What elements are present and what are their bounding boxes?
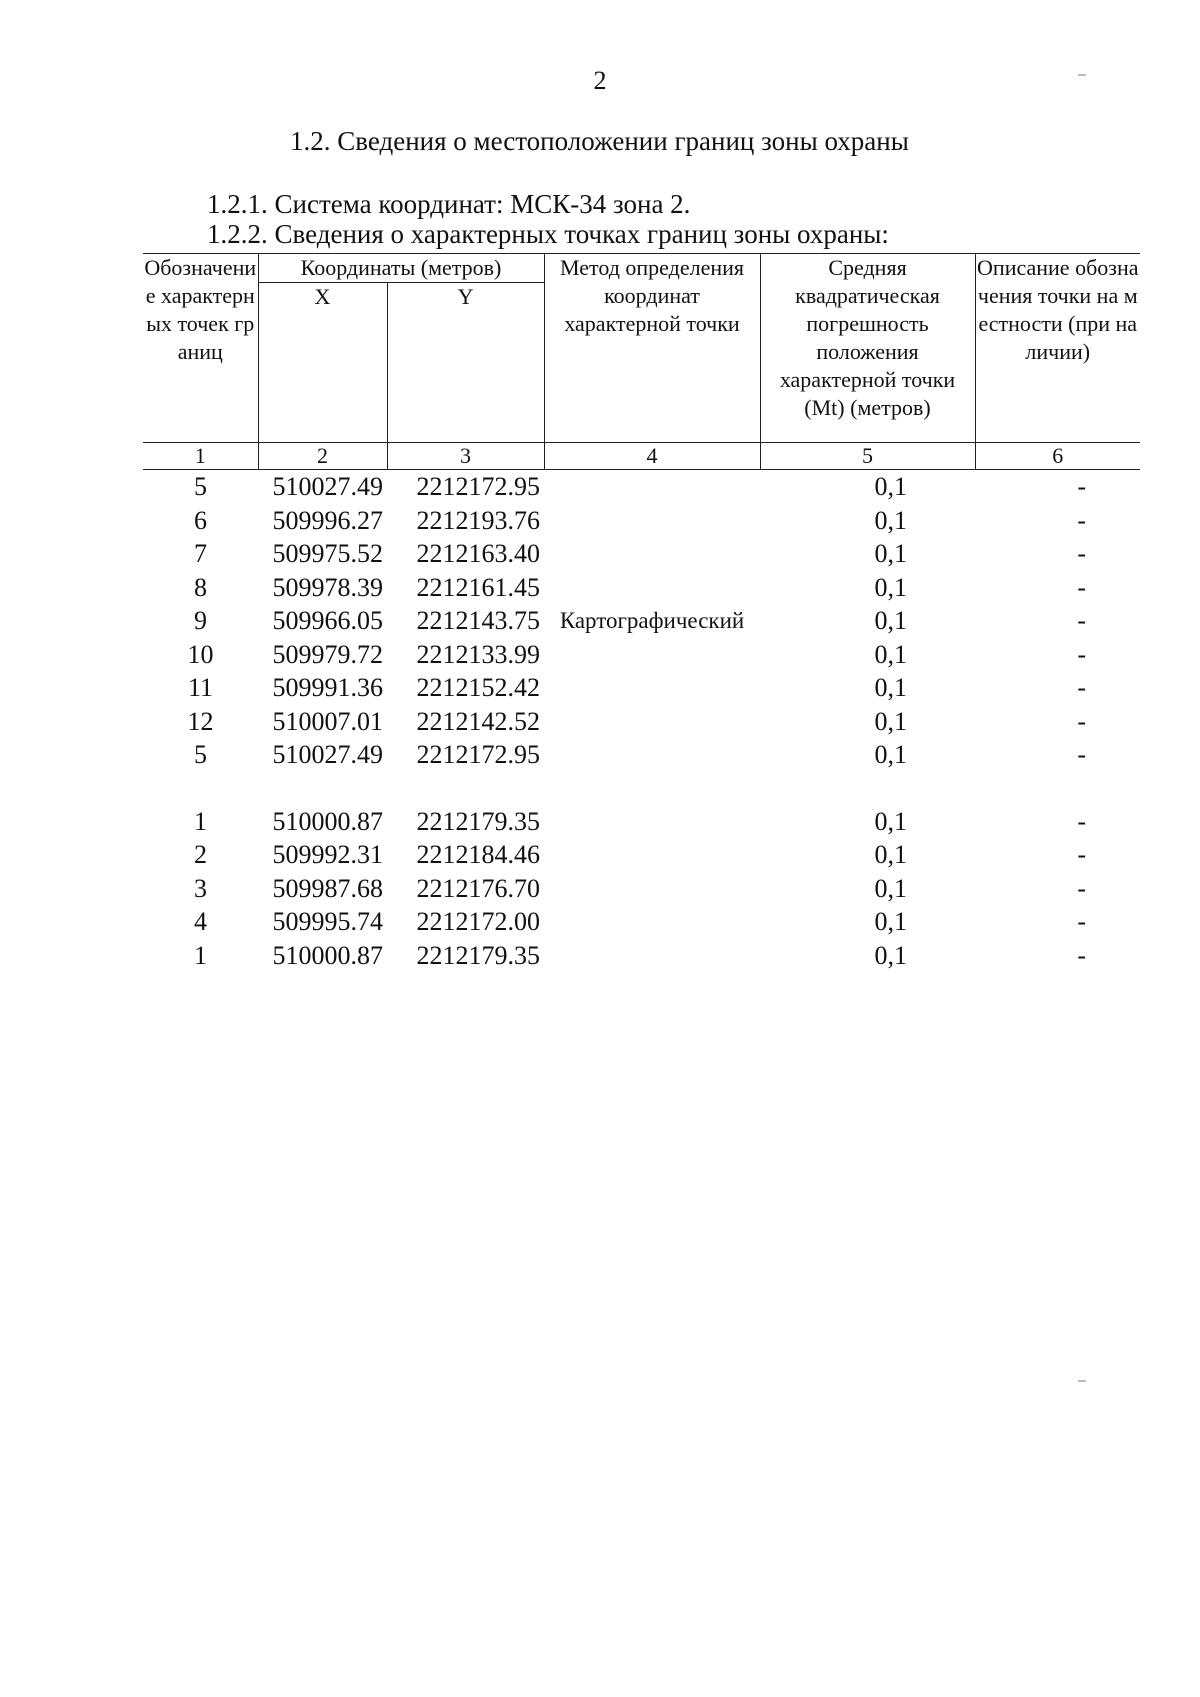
- column-number: 3: [387, 443, 544, 470]
- method-value: Картографический: [559, 608, 745, 633]
- description-value: -: [1077, 606, 1087, 635]
- table-row: [143, 939, 1140, 973]
- point-id: 8: [194, 572, 207, 602]
- error-value: 0,1: [874, 539, 908, 568]
- table-row: [143, 805, 1140, 839]
- coordinate-system-line: 1.2.1. Система координат: МСК-34 зона 2.: [207, 189, 691, 219]
- error-value: 0,1: [874, 706, 908, 736]
- points-heading-line: 1.2.2. Сведения о характерных точках границ зоны охраны:: [207, 219, 889, 249]
- y-coordinate: 2212172.00: [416, 907, 541, 936]
- x-coordinate: 510000.87: [272, 806, 383, 836]
- error-value: 0,1: [874, 873, 908, 903]
- x-coordinate: 509978.39: [272, 572, 383, 602]
- table-row: [143, 838, 1140, 872]
- header-point-designation: Обозначение характерных точек границ: [143, 254, 258, 443]
- error-value: 0,1: [874, 740, 908, 769]
- error-value: 0,1: [874, 940, 908, 970]
- description-value: -: [1077, 840, 1087, 869]
- group-separator: [143, 772, 1140, 805]
- table-row: [143, 470, 1140, 504]
- error-value: 0,1: [874, 606, 908, 635]
- point-id: 3: [194, 873, 207, 903]
- x-coordinate: 509987.68: [272, 873, 383, 903]
- y-coordinate: 2212176.70: [416, 873, 541, 903]
- y-coordinate: 2212193.76: [416, 505, 541, 535]
- y-coordinate: 2212172.95: [416, 740, 541, 769]
- description-value: -: [1077, 873, 1087, 903]
- table-body: [143, 470, 1140, 973]
- description-value: -: [1077, 706, 1087, 736]
- point-id: 9: [194, 606, 207, 635]
- error-value: 0,1: [874, 907, 908, 936]
- x-coordinate: 509996.27: [272, 505, 383, 535]
- table-row: [143, 872, 1140, 906]
- description-value: -: [1077, 639, 1087, 669]
- description-value: -: [1077, 940, 1087, 970]
- error-value: 0,1: [874, 806, 908, 836]
- scan-mark: [1078, 1380, 1086, 1382]
- header-error: Средняя квадратическая погрешность положения характерной точки (Mt) (метров): [760, 254, 975, 443]
- error-value: 0,1: [874, 840, 908, 869]
- error-value: 0,1: [874, 639, 908, 669]
- y-coordinate: 2212142.52: [416, 706, 541, 736]
- point-id: 1: [194, 806, 207, 836]
- description-value: -: [1077, 505, 1087, 535]
- point-id: 5: [194, 740, 207, 769]
- x-coordinate: 510027.49: [272, 472, 383, 501]
- x-coordinate: 509979.72: [272, 639, 383, 669]
- error-value: 0,1: [874, 505, 908, 535]
- point-id: 1: [194, 940, 207, 970]
- x-coordinate: 510027.49: [272, 740, 383, 769]
- error-value: 0,1: [874, 572, 908, 602]
- point-id: 6: [194, 505, 207, 535]
- point-id: 11: [187, 673, 214, 702]
- y-coordinate: 2212163.40: [416, 539, 541, 568]
- scan-mark: [1078, 74, 1086, 76]
- x-coordinate: 510000.87: [272, 940, 383, 970]
- column-number: 4: [544, 443, 760, 470]
- x-coordinate: 510007.01: [272, 706, 383, 736]
- section-title: 1.2. Сведения о местоположении границ зоны охраны: [290, 126, 909, 156]
- y-coordinate: 2212179.35: [416, 806, 541, 836]
- coordinates-table: [143, 253, 1140, 972]
- y-coordinate: 2212143.75: [416, 606, 541, 635]
- description-value: -: [1077, 806, 1087, 836]
- column-number: 1: [143, 443, 258, 470]
- point-id: 12: [187, 706, 214, 736]
- x-coordinate: 509992.31: [272, 840, 383, 869]
- page-number: 2: [593, 66, 607, 95]
- column-number: 2: [258, 443, 387, 470]
- table-row: [143, 905, 1140, 939]
- x-coordinate: 509966.05: [272, 606, 383, 635]
- point-id: 4: [194, 907, 207, 936]
- y-coordinate: 2212133.99: [416, 639, 541, 669]
- point-id: 7: [194, 539, 207, 568]
- y-coordinate: 2212161.45: [416, 572, 541, 602]
- point-id: 2: [194, 840, 207, 869]
- y-coordinate: 2212152.42: [416, 673, 541, 702]
- description-value: -: [1077, 572, 1087, 602]
- point-id: 10: [187, 639, 214, 669]
- description-value: -: [1077, 673, 1087, 702]
- x-coordinate: 509995.74: [272, 907, 383, 936]
- header-method: Метод определения координат характерной точки: [544, 254, 760, 443]
- description-value: -: [1077, 539, 1087, 568]
- header-x: X: [258, 283, 387, 443]
- column-number: 6: [975, 443, 1140, 470]
- header-coordinates: Координаты (метров): [258, 254, 544, 283]
- description-value: -: [1077, 472, 1087, 501]
- header-y: Y: [387, 283, 544, 443]
- x-coordinate: 509991.36: [272, 673, 383, 702]
- description-value: -: [1077, 907, 1087, 936]
- error-value: 0,1: [874, 472, 908, 501]
- description-value: -: [1077, 740, 1087, 769]
- x-coordinate: 509975.52: [272, 539, 383, 568]
- column-number: 5: [760, 443, 975, 470]
- y-coordinate: 2212179.35: [416, 940, 541, 970]
- y-coordinate: 2212172.95: [416, 472, 541, 501]
- y-coordinate: 2212184.46: [416, 840, 541, 869]
- error-value: 0,1: [874, 673, 908, 702]
- header-description: Описание обозначения точки на местности (при наличии): [975, 254, 1140, 443]
- point-id: 5: [194, 472, 207, 501]
